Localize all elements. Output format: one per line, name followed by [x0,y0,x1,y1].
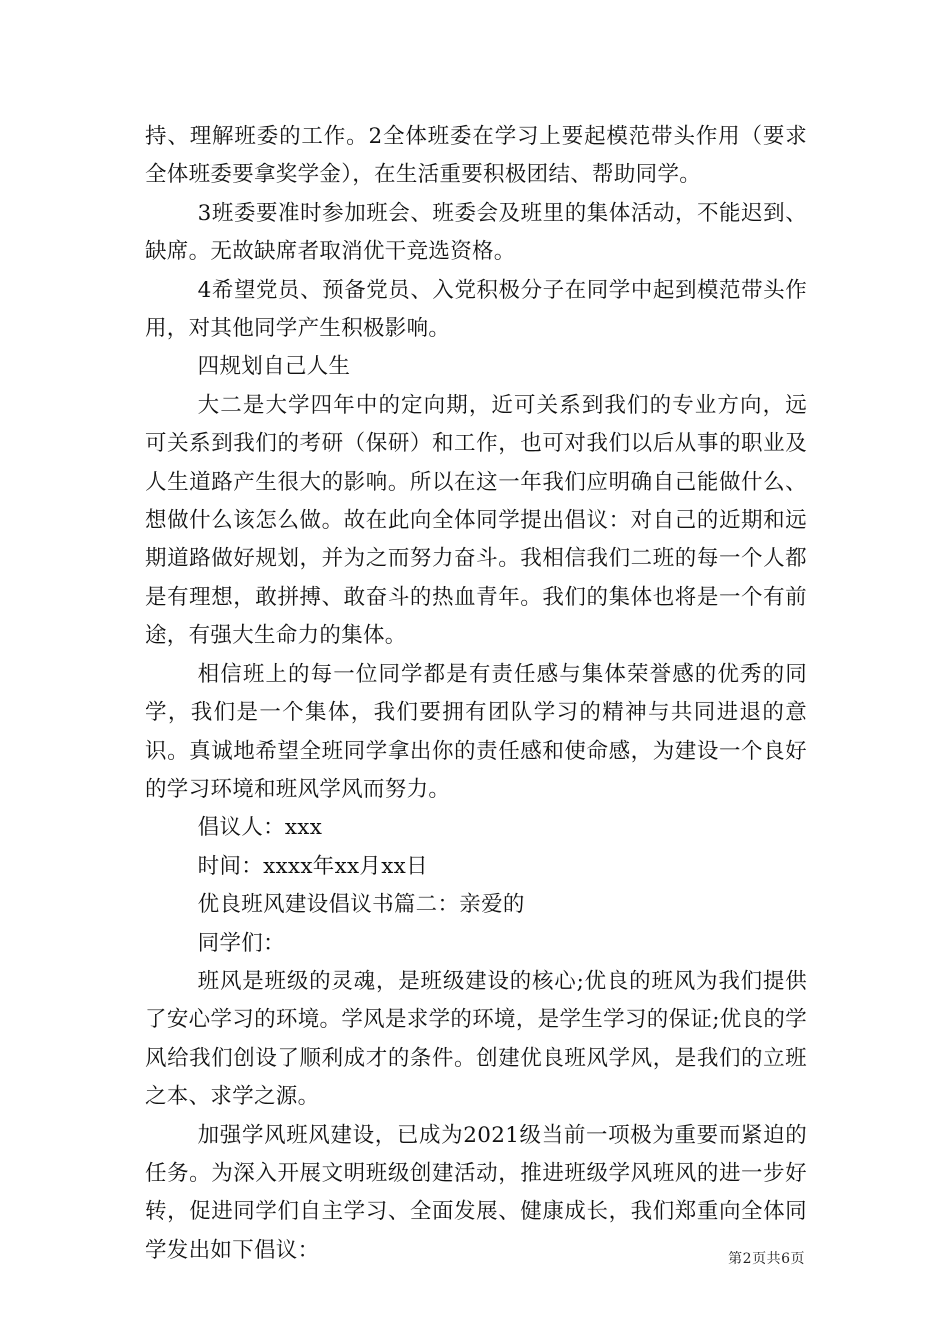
paragraph-11: 班风是班级的灵魂，是班级建设的核心;优良的班风为我们提供了安心学习的环境。学风是求学的环境，是学生学习的保证;优良的学风给我们创设了顺利成才的条件。创建优良班风学风，是我们的立班之本、求学之源。 [145,968,807,1110]
date-line: 时间：xxxx年xx月xx日 [197,853,428,879]
paragraph-1: 持、理解班委的工作。2全体班委在学习上要起模范带头作用（要求全体班委要拿奖学金），在生活重要积极团结、帮助同学。 [145,124,807,188]
salutation-line: 同学们： [197,930,285,956]
paragraph-3: 4希望党员、预备党员、入党积极分子在同学中起到模范带头作用，对其他同学产生积极影响。 [145,277,807,342]
paragraph-5: 大二是大学四年中的定向期，近可关系到我们的专业方向，远可关系到我们的考研（保研）和工作，也可对我们以后从事的职业及人生道路产生很大的影响。所以在这一年我们应明确自己能做什么、想做什么该怎么做。故在此向全体同学提出倡议：对自己的近期和远期道路做好规划，并为之而努力奋斗。我相信我们二班的每一个人都是有理想，敢拼搏、敢奋斗的热血青年。我们的集体也将是一个有前途，有强大生命力的集体。 [145,392,807,649]
article-title-line: 优良班风建设倡议书篇二：亲爱的 [197,892,525,918]
section-heading: 四规划自己人生 [197,354,351,380]
paragraph-2: 3班委要准时参加班会、班委会及班里的集体活动，不能迟到、缺席。无故缺席者取消优干竞选资格。 [145,200,807,265]
paragraph-12: 加强学风班风建设，已成为2021级当前一项极为重要而紧迫的任务。为深入开展文明班级创建活动，推进班级学风班风的进一步好转，促进同学们自主学习、全面发展、健康成长，我们郑重向全体同学发出如下倡议： [145,1122,807,1263]
paragraph-6: 相信班上的每一位同学都是有责任感与集体荣誉感的优秀的同学，我们是一个集体，我们要拥有团队学习的精神与共同进退的意识。真诚地希望全班同学拿出你的责任感和使命感，为建设一个良好的学习环境和班风学风而努力。 [145,661,807,802]
proposer-line: 倡议人：xxx [197,815,323,841]
document-body [145,118,807,1270]
page-number: 第2页共6页 [728,1251,805,1267]
